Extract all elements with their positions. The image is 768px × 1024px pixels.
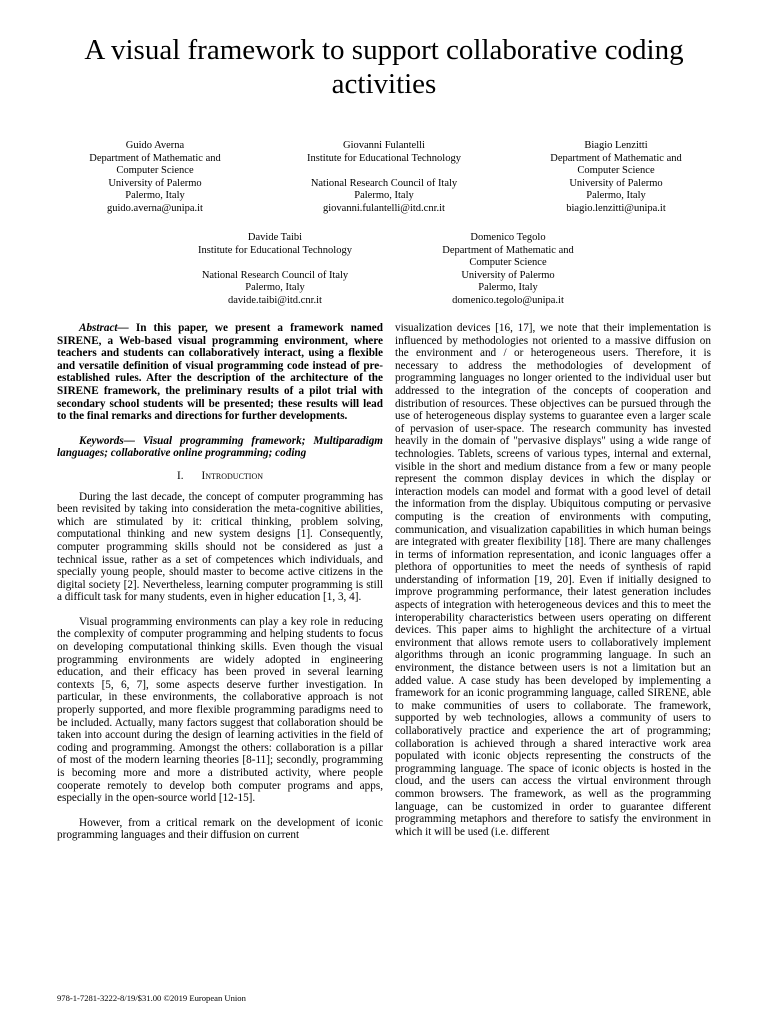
author-affiliation-line: Department of Mathematic and [89,152,221,164]
author-affiliation-line: National Research Council of Italy [310,177,458,189]
author-affiliation-line: Palermo, Italy [245,282,305,294]
author-name: Biagio Lenzitti [584,140,648,151]
author-email: davide.taibi@itd.cnr.it [228,294,322,306]
author-name: Domenico Tegolo [470,232,546,243]
author-affiliation-line: Institute for Educational Technology [198,244,352,256]
author-email: giovanni.fulantelli@itd.cnr.it [323,202,445,214]
body-paragraph: However, from a critical remark on the development of iconic programming languages and their diffusion on current [57,816,383,842]
author-block [175,232,375,308]
author-affiliation-line: Palermo, Italy [125,190,185,202]
section-number: I. [176,469,184,482]
author-affiliation-line [175,257,375,270]
keywords: Keywords— Visual programming framework; Multiparadigm languages; collaborative online programming; coding [57,434,383,460]
author-email: guido.averna@unipa.it [107,202,203,214]
body-paragraph: visualization devices [16, 17], we note that their implementation is influenced by methodologies not oriented to a massive diffusion on the environment and / or heterogeneous users. Therefore, it is necessary to address the methodologies of development of programming languages no longer oriented to the individual user but addressed to the integration of the concepts of cooperation and distribution of resources. These objectives can be pursued through the use of heterogeneous display systems to guarantee even a larger scale of pervasion of user-space. The research community has invested heavily in the domain of "pervasive displays" using a wide range of technologies. Tablets, screens of various types, internal and external, visible in the short and medium distance from a few or many people represent the common display devices in which the display or interaction models can model and format with a good level of detail the information from the display. Ubiquitous computing or pervasive computing is the creation of environments with computing, communication, and visualization capabilities in which human beings are integrated with greater flexibility [18]. There are many challenges in terms of information representation, and iconic languages offer a plethora of opportunities to meet the needs of synthesis of rapid understanding of information [19, 20]. Even if initially designed to improve programming performance, their latest generation includes aspects of integration with heterogeneous devices and this to meet the interoperability characteristics between users operating on different devices. This paper aims to highlight the architecture of a virtual environment that allows remote users to collaboratively implement algorithms through an iconic programming language. In such an environment, the distance between users is not a limitation but an added value. A case study has been developed by implementing a framework for an iconic programming language, called SIRENE, able to make communities of users to collaborate. The framework, supported by web technologies, allows a community of users to collaboratively practice and experience the art of programming; collaboration is achieved through a shared interactive work area populated with iconic objects representing the constructs of the programming language. The space of iconic objects is hosted in the cloud, and the users can access the virtual environment through common browsers. The framework, as well as the programming language, can be customized in order to guarantee different programming metaphors and therefore to satisfy the environment in which it will be used (i.e. different [395,322,711,838]
author-affiliation-line: Computer Science [577,165,655,177]
author-email: domenico.tegolo@unipa.it [452,294,564,306]
body-paragraph: During the last decade, the concept of computer programming has been revisited by taking into consideration the meta-cognitive abilities, which are stimulated by it: critical thinking, problem solving, computational thinking and new system designs [1]. Consequently, computer programming skills should not be considered as just a technical issue, rather as a set of competences which individuals, and specially young people, should master to become active citizens in the digital society [2]. Nevertheless, learning computer programming is still a difficult task for many students, even in higher education [1, 3, 4]. [57,490,383,604]
author-affiliation-line: Institute for Educational Technology [307,152,461,164]
author-affiliation-line: Computer Science [116,165,194,177]
author-affiliation-line: Computer Science [469,257,547,269]
author-name: Guido Averna [125,140,185,151]
copyright-footer: 978-1-7281-3222-8/19/$31.00 ©2019 European Union [57,993,246,1003]
author-affiliation-line: University of Palermo [569,177,663,189]
author-email: biagio.lenzitti@unipa.it [566,202,666,214]
right-column [395,322,711,838]
author-block [284,140,484,216]
author-affiliation-line: Palermo, Italy [478,282,538,294]
author-affiliation-line: Department of Mathematic and [442,244,574,256]
abstract-label: Abstract— [79,322,129,334]
section-title: Introduction [201,469,264,482]
abstract [57,322,383,423]
author-affiliation-line: National Research Council of Italy [201,269,349,281]
author-block [60,140,250,216]
author-affiliation-line: Palermo, Italy [586,190,646,202]
abstract-text: In this paper, we present a framework named SIRENE, a Web-based visual programming environment, where teachers and students can collaboratively interact, using a flexible and versatile definition of visual programming code instead of pre-established rules. After the description of the architecture of the SIRENE framework, the preliminary results of a pilot trial with secondary school students will be presented; these results will lead to the final remarks and directions for further developments. [57,322,383,423]
author-affiliation-line: Palermo, Italy [354,190,414,202]
author-block [520,140,712,216]
author-name: Giovanni Fulantelli [343,140,425,151]
section-heading [57,470,383,483]
author-block [408,232,608,308]
paper-title: A visual framework to support collaborative coding activities [84,34,684,100]
author-affiliation-line: University of Palermo [108,177,202,189]
left-column [57,322,383,842]
author-name: Davide Taibi [247,232,303,243]
author-affiliation-line: University of Palermo [461,269,555,281]
author-affiliation-line: Department of Mathematic and [550,152,682,164]
author-affiliation-line [284,165,484,178]
body-paragraph: Visual programming environments can play a key role in reducing the complexity of computer programming and helping students to focus on developing computational thinking skills. Even though the visual programming environments are widely adopted in engineering education, and their efficacy has been proved in several learning contexts [5, 6, 7], some aspects deserve further investigation. In particular, in these environments, the collaborative approach is not properly supported, and more flexible programming paradigms need to be included. Actually, many factors suggest that collaboration should be taken into account during the design of learning activities in the field of coding and programming. Amongst the others: collaboration is a pillar of most of the modern learning theories [8-11]; secondly, programming is becoming more and more a distributed activity, where people cooperate remotely to develop both computer programs and apps, especially in the open-source world [12-15]. [57,615,383,805]
